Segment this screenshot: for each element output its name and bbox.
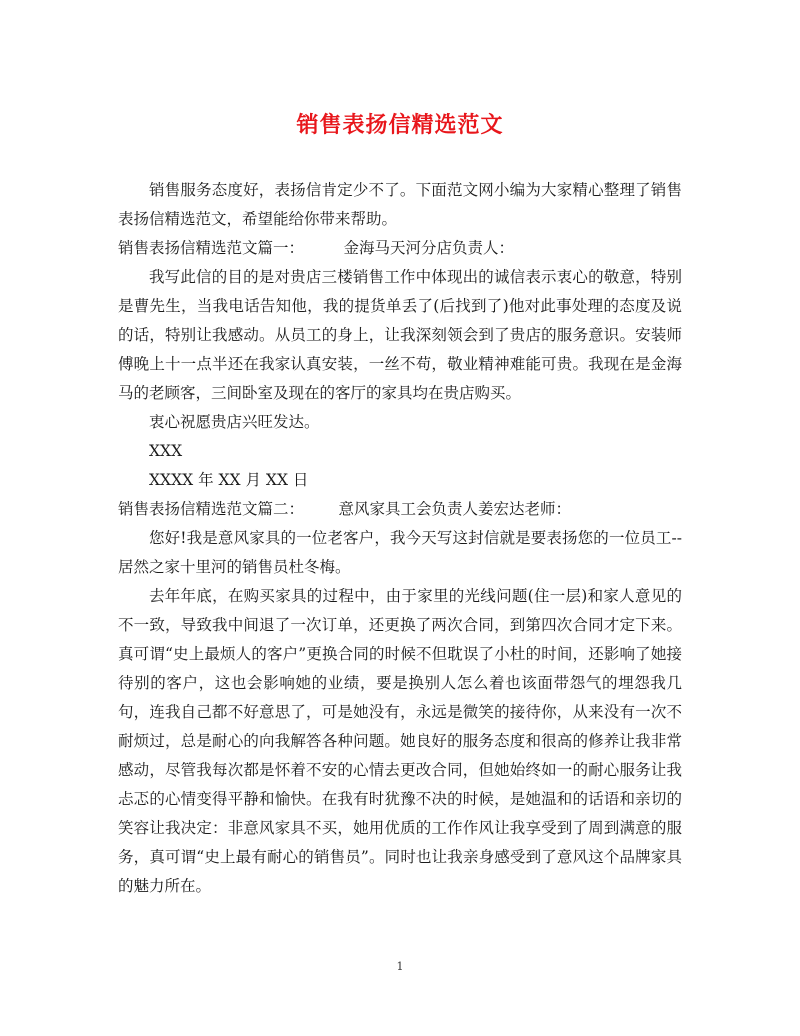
letter1-heading-recipient: 金海马天河分店负责人： <box>343 239 514 257</box>
document-body <box>118 176 682 901</box>
letter2-paragraph-1: 您好!我是意风家具的一位老客户，我今天写这封信就是要表扬您的一位员工--居然之家十里河的销售员杜冬梅。 <box>118 529 682 576</box>
letter2-heading <box>118 495 682 524</box>
letter1-heading-label: 销售表扬信精选范文篇一： <box>118 239 305 257</box>
letter2-heading-label: 销售表扬信精选范文篇二： <box>118 500 305 518</box>
letter2-paragraph-2: 去年年底，在购买家具的过程中，由于家里的光线问题(住一层)和家人意见的不一致，导致我中间退了一次订单，还更换了两次合同，到第四次合同才定下来。真可谓“史上最烦人的客户”更换合同的时候不但耽误了小杜的时间，还影响了她接待别的客户，这也会影响她的业绩，要是换别人怎么着也该面带怨气的埋怨我几句，连我自己都不好意思了，可是她没有，永远是微笑的接待你，从来没有一次不耐烦过，总是耐心的向我解答各种问题。她良好的服务态度和很高的修养让我非常感动，尽管我每次都是怀着不安的心情去更改合同，但她始终如一的耐心服务让我忐忑的心情变得平静和愉快。在我有时犹豫不决的时候，是她温和的话语和亲切的笑容让我决定：非意风家具不买，她用优质的工作作风让我享受到了周到满意的服务，真可谓“史上最有耐心的销售员”。同时也让我亲身感受到了意风这个品牌家具的魅力所在。 <box>118 587 682 895</box>
letter1-signature: XXX <box>149 442 183 460</box>
letter2-heading-recipient: 意风家具工会负责人姜宏达老师： <box>338 500 572 518</box>
letter1-date: XXXX 年 XX 月 XX 日 <box>149 471 309 489</box>
page-number: 1 <box>396 960 404 973</box>
letter1-closing: 衷心祝愿贵店兴旺发达。 <box>149 413 320 431</box>
document-title: 销售表扬信精选范文 <box>296 112 504 138</box>
letter1-heading <box>118 234 682 263</box>
intro-paragraph: 销售服务态度好，表扬信肯定少不了。下面范文网小编为大家精心整理了销售表扬信精选范文，希望能给你带来帮助。 <box>118 181 682 228</box>
letter1-body-paragraph: 我写此信的目的是对贵店三楼销售工作中体现出的诚信表示衷心的敬意，特别是曹先生，当我电话告知他，我的提货单丢了(后找到了)他对此事处理的态度及说的话，特别让我感动。从员工的身上，让我深刻领会到了贵店的服务意识。安装师傅晚上十一点半还在我家认真安装，一丝不苟，敬业精神难能可贵。我现在是金海马的老顾客，三间卧室及现在的客厅的家具均在贵店购买。 <box>118 268 682 402</box>
